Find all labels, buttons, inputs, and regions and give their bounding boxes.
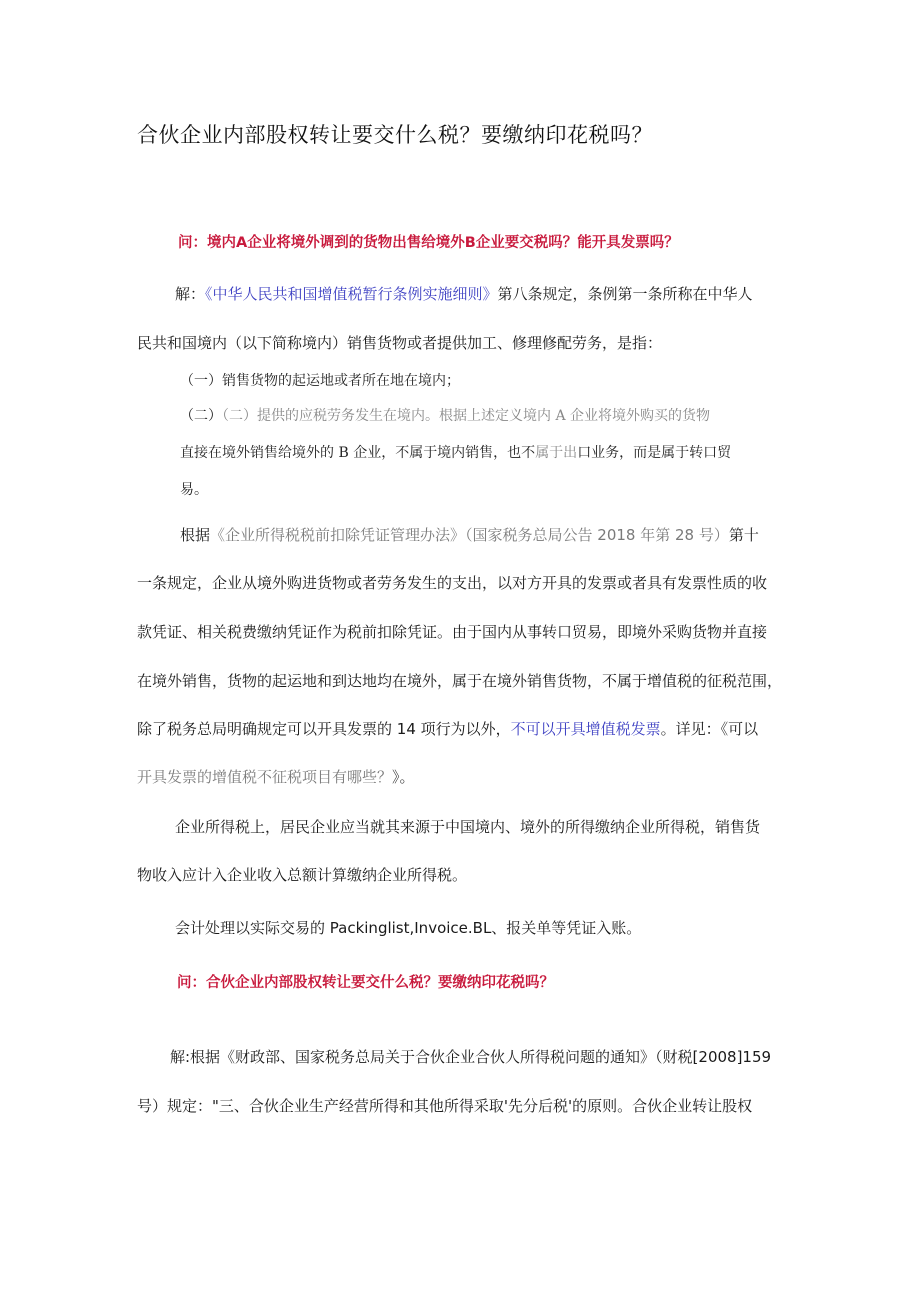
question-2: 问：合伙企业内部股权转让要交什么税？要缴纳印花税吗？ [177, 975, 554, 991]
answer-text: （二） [180, 408, 222, 424]
paragraph-3-line-2: 物收入应计入企业收入总额计算缴纳企业所得税。 [137, 866, 468, 884]
answer-1-line-3: （一）销售货物的起运地或者所在地在境内； [180, 373, 460, 389]
paragraph-text: 第十 [728, 526, 759, 544]
regulation-link[interactable]: 《中华人民共和国增值税暂行条例实施细则》 [205, 285, 498, 303]
answer-text: 属于出 [535, 445, 578, 461]
answer-text: 口业务，而是属于转口贸 [577, 445, 732, 461]
paragraph-2-line-6 [137, 767, 415, 787]
paragraph-text: 根据 [180, 526, 211, 544]
answer-1-line-4 [180, 406, 710, 426]
paragraph-text: 》。 [392, 768, 415, 786]
article-link[interactable]: 开具发票的增值税不征税项目有哪些？ [137, 768, 393, 786]
regulation-link[interactable]: 《企业所得税税前扣除凭证管理办法》（国家税务总局公告 2018 年第 28 号） [210, 526, 729, 544]
paragraph-text: 。详见：《可以 [660, 720, 759, 738]
answer-1-line-1 [175, 284, 753, 304]
answer-2-line-1: 解:根据《财政部、国家税务总局关于合伙企业合伙人所得税问题的通知》（财税[2008]159 [170, 1048, 772, 1066]
paragraph-text: 除了税务总局明确规定可以开具发票的 14 项行为以外， [137, 720, 511, 738]
paragraph-2-line-2: 一条规定，企业从境外购进货物或者劳务发生的支出，以对方开具的发票或者具有发票性质的收 [137, 574, 768, 592]
answer-text: 购 [640, 408, 655, 424]
answer-1-line-6: 易。 [180, 482, 208, 498]
paragraph-4: 会计处理以实际交易的 Packinglist,Invoice.BL、报关单等凭证入账。 [175, 919, 642, 937]
question-1: 问：境内A企业将境外调到的货物出售给境外B企业要交税吗？能开具发票吗？ [178, 235, 679, 251]
answer-label: 解： [175, 285, 206, 303]
answer-text: 买的货物 [654, 408, 711, 424]
answer-text: 第八条规定，条例第一条所称在中华人 [497, 285, 753, 303]
paragraph-2-line-5 [137, 719, 758, 739]
paragraph-2-line-1 [180, 525, 759, 545]
answer-1-line-5 [180, 443, 731, 463]
answer-2-line-2: 号）规定："三、合伙企业生产经营所得和其他所得采取'先分后税'的原则。合伙企业转让股权 [137, 1097, 753, 1115]
answer-text: （二）提供的应税劳务发生在境内。根据上述定义境内 A 企业将境外 [222, 408, 641, 424]
answer-1-line-2: 民共和国境内（以下简称境内）销售货物或者提供加工、修理修配劳务，是指： [137, 334, 663, 352]
answer-text: 直接在境外销售给境外的 B 企业，不属于境内销售，也不 [180, 445, 536, 461]
page-title: 合伙企业内部股权转让要交什么税？要缴纳印花税吗？ [137, 123, 653, 147]
paragraph-2-line-3: 款凭证、相关税费缴纳凭证作为税前扣除凭证。由于国内从事转口贸易，即境外采购货物并直接 [137, 623, 768, 641]
paragraph-3-line-1: 企业所得税上，居民企业应当就其来源于中国境内、境外的所得缴纳企业所得税，销售货 [175, 818, 761, 836]
invoice-link[interactable]: 不可以开具增值税发票 [510, 720, 661, 738]
paragraph-2-line-4: 在境外销售，货物的起运地和到达地均在境外，属于在境外销售货物，不属于增值税的征税范围， [137, 672, 783, 690]
